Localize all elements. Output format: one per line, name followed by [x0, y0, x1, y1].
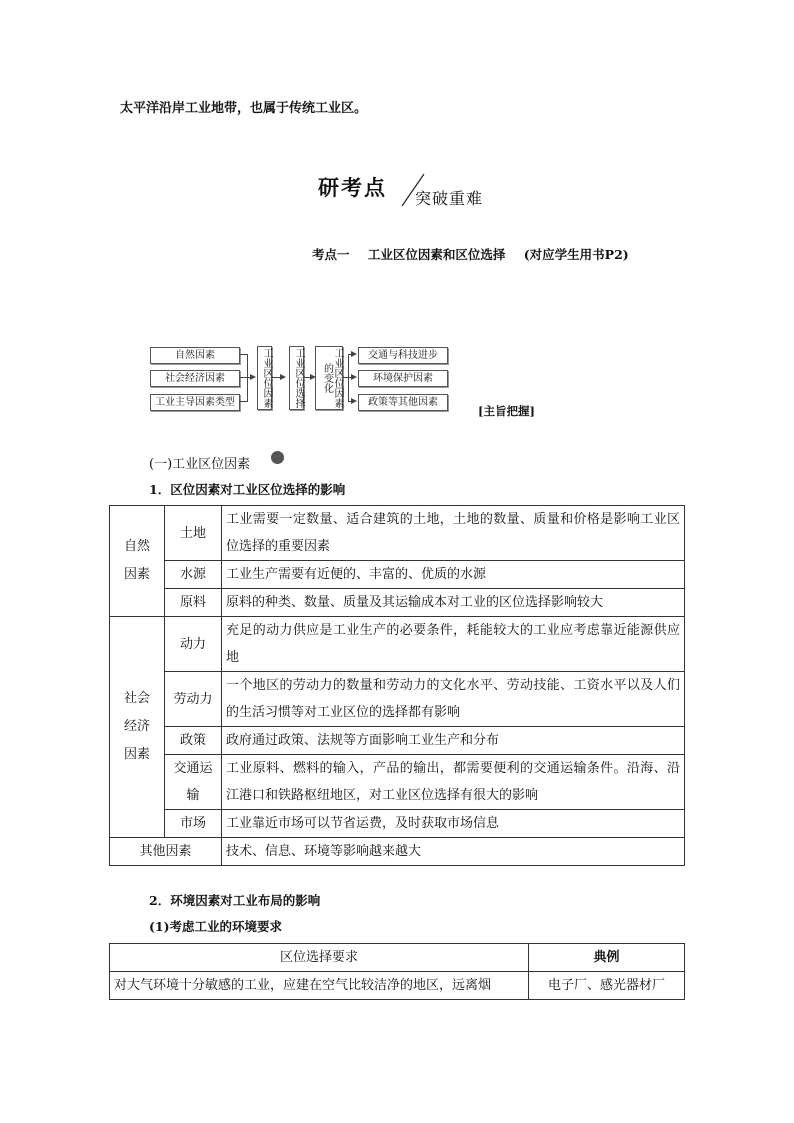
- table-row: [110, 672, 685, 727]
- group-other: 其他因素: [110, 838, 222, 866]
- flowchart: [146, 342, 456, 416]
- section-heading: [318, 172, 518, 212]
- flow-right-item: 政策等其他因素: [358, 394, 448, 411]
- table-row: [110, 727, 685, 755]
- flow-arrow-icon: [351, 374, 357, 380]
- flow-right-item: 交通与科技进步: [358, 347, 448, 364]
- intro-line: 太平洋沿岸工业地带，也属于传统工业区。: [120, 101, 368, 116]
- desc-cell: 工业原料、燃料的输入，产品的输出，都需要便利的交通运输条件。沿海、沿江港口和铁路枢纽地区，对工业区位选择有很大的影响: [222, 755, 685, 810]
- flow-left-item: 社会经济因素: [150, 370, 240, 387]
- desc-cell: 原料的种类、数量、质量及其运输成本对工业的区位选择影响较大: [222, 589, 685, 617]
- desc-cell: 工业需要一定数量、适合建筑的土地，土地的数量、质量和价格是影响工业区位选择的重要因素: [222, 506, 685, 561]
- factor-cell: 政策: [165, 727, 222, 755]
- flow-mid-box: 工业区位因素的变化: [315, 346, 343, 410]
- example-cell: 电子厂、感光器材厂: [529, 972, 685, 1000]
- flow-arrow-icon: [351, 398, 357, 404]
- heading2: 2．环境因素对工业布局的影响: [149, 893, 321, 908]
- flow-arrow-icon: [351, 351, 357, 357]
- flow-left-item: 工业主导因素类型: [150, 394, 240, 411]
- desc-cell: 技术、信息、环境等影响越来越大: [222, 838, 685, 866]
- flow-arrow-icon: [280, 374, 286, 380]
- zhuzhi-label: [主旨把握]: [478, 404, 535, 418]
- factor-cell: 动力: [165, 617, 222, 672]
- factor-cell: 土地: [165, 506, 222, 561]
- table-header-row: [110, 944, 685, 972]
- table-row: [110, 617, 685, 672]
- requirement-cell: 对大气环境十分敏感的工业，应建在空气比较洁净的地区，远离烟: [110, 972, 529, 1000]
- heading1: 1．区位因素对工业区位选择的影响: [149, 482, 346, 497]
- flow-arrow-icon: [250, 374, 256, 380]
- table-row: [110, 561, 685, 589]
- table-row: [110, 589, 685, 617]
- group-social: 社会经济因素: [110, 617, 165, 838]
- heading-sub: 突破重难: [415, 189, 484, 208]
- table-row: [110, 755, 685, 810]
- factor-table: [109, 505, 685, 866]
- table-row: [110, 506, 685, 561]
- factor-cell: 交通运输: [165, 755, 222, 810]
- factor-cell: 劳动力: [165, 672, 222, 727]
- bullet-dot-icon: [271, 451, 284, 464]
- env-table: [109, 943, 685, 1000]
- desc-cell: 政府通过政策、法规等方面影响工业生产和分布: [222, 727, 685, 755]
- kaodian-ref: (对应学生用书P2): [523, 247, 629, 262]
- factor-cell: 原料: [165, 589, 222, 617]
- table-row: [110, 838, 685, 866]
- heading3: (1)考虑工业的环境要求: [149, 919, 283, 934]
- table-row: [110, 972, 685, 1000]
- desc-cell: 工业靠近市场可以节省运费，及时获取市场信息: [222, 810, 685, 838]
- flow-mid-box: 工业区位因素: [257, 346, 272, 410]
- table-row: [110, 810, 685, 838]
- header-cell: 区位选择要求: [110, 944, 529, 972]
- factor-cell: 水源: [165, 561, 222, 589]
- kaodian-title: 工业区位因素和区位选择: [367, 247, 506, 262]
- desc-cell: 工业生产需要有近便的、丰富的、优质的水源: [222, 561, 685, 589]
- flow-mid-box: 工业区位选择: [289, 346, 304, 410]
- header-cell: 典例: [529, 944, 685, 972]
- desc-cell: 一个地区的劳动力的数量和劳动力的文化水平、劳动技能、工资水平以及人们的生活习惯等对工业区位的选择都有影响: [222, 672, 685, 727]
- heading-main: 研考点: [318, 176, 387, 200]
- desc-cell: 充足的动力供应是工业生产的必要条件，耗能较大的工业应考虑靠近能源供应地: [222, 617, 685, 672]
- group-natural: 自然因素: [110, 506, 165, 617]
- kaodian-label: 考点一: [312, 247, 350, 262]
- section1-title: (一)工业区位因素: [149, 457, 251, 472]
- flow-left-item: 自然因素: [150, 347, 240, 364]
- flow-right-item: 环境保护因素: [358, 370, 448, 387]
- kaodian-line: [312, 245, 643, 263]
- factor-cell: 市场: [165, 810, 222, 838]
